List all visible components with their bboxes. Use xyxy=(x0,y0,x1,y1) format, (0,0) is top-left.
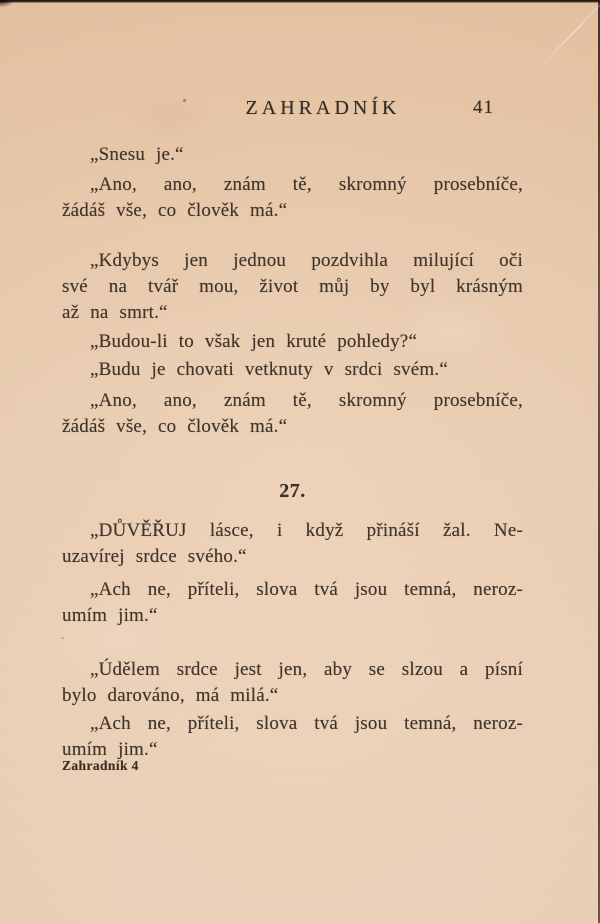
text-line: žádáš vše, co člověk má.“ xyxy=(62,200,288,221)
text-line: umím jim.“ xyxy=(62,739,158,760)
signature-mark: Zahradník 4 xyxy=(62,758,139,773)
text-line: až na smrt.“ xyxy=(62,302,168,323)
text-line: „Snesu je.“ xyxy=(90,144,184,165)
paragraph xyxy=(62,577,523,629)
running-head-title: ZAHRADNÍK xyxy=(245,97,401,119)
paragraph xyxy=(62,172,523,224)
text-line: bylo darováno, má milá.“ xyxy=(62,685,279,706)
paper-crease xyxy=(532,0,600,76)
text-line: „Kdybys jen jednou pozdvihla milující oči xyxy=(90,250,523,271)
paragraph xyxy=(62,711,523,763)
text-line: „Údělem srdce jest jen, aby se slzou a písní xyxy=(90,659,523,680)
text-line: „Ano, ano, znám tě, skromný prosebníče, xyxy=(90,390,523,411)
text-line: „DŮVĚŘUJ lásce, i když přináší žal. Ne- xyxy=(90,520,523,541)
paragraph xyxy=(62,142,523,168)
page-number: 41 xyxy=(473,97,494,118)
text-line: „Budu je chovati vetknuty v srdci svém.“ xyxy=(90,359,448,380)
paragraph xyxy=(62,518,523,570)
text-line: žádáš vše, co člověk má.“ xyxy=(62,416,288,437)
text-line: „Ano, ano, znám tě, skromný prosebníče, xyxy=(90,174,523,195)
paragraph xyxy=(62,329,523,355)
text-line: uzavírej srdce svého.“ xyxy=(62,546,247,567)
paragraph xyxy=(62,657,523,709)
section-number: 27. xyxy=(279,480,306,502)
text-line: „Ach ne, příteli, slova tvá jsou temná, neroz- xyxy=(90,713,523,734)
paragraph xyxy=(62,357,523,383)
text-block xyxy=(62,142,523,763)
scan-corner-shadow xyxy=(0,0,14,7)
paper-speck xyxy=(183,99,186,102)
text-line: „Budou-li to však jen kruté pohledy?“ xyxy=(90,331,418,352)
text-line: své na tvář mou, život můj by byl krásným xyxy=(62,276,523,297)
text-line: „Ach ne, příteli, slova tvá jsou temná, neroz- xyxy=(90,579,523,600)
paragraph xyxy=(62,388,523,440)
paragraph xyxy=(62,248,523,326)
scan-top-edge xyxy=(0,0,600,3)
text-line: umím jim.“ xyxy=(62,605,158,626)
